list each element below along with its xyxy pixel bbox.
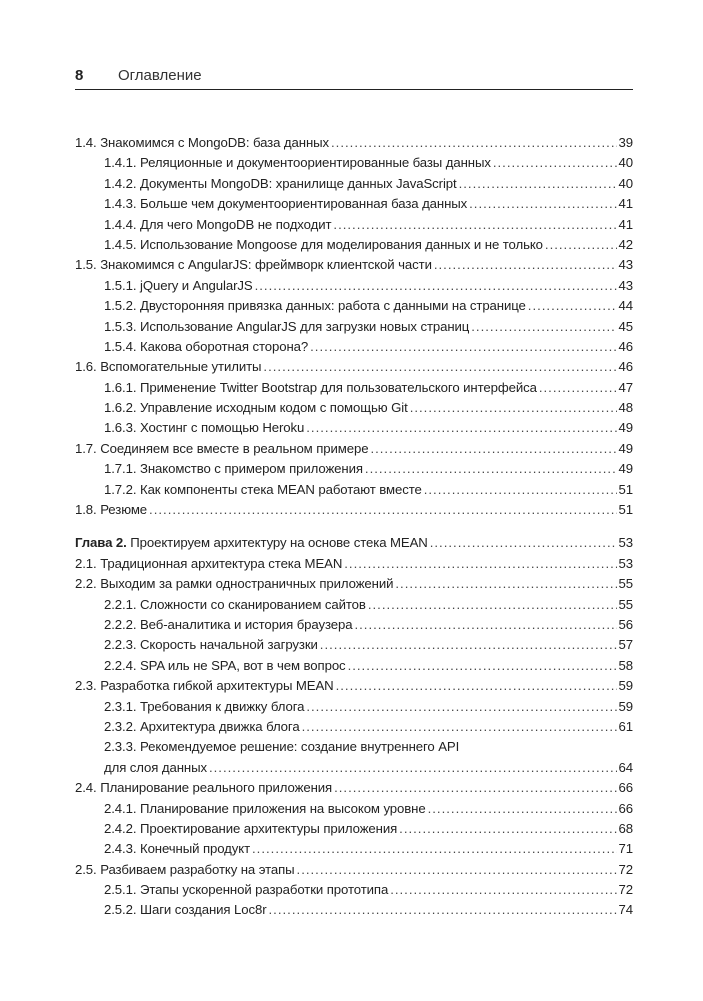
- dot-leader: [320, 635, 617, 655]
- toc-entry-title: Знакомимся с AngularJS: фреймворк клиентской части: [100, 257, 432, 273]
- toc-entry-number: 1.7.1.: [104, 461, 137, 477]
- toc-page-number: 51: [618, 481, 633, 497]
- toc-entry-number: 2.3.3.: [104, 739, 137, 755]
- toc-page-number: 72: [618, 882, 633, 898]
- toc-entry-number: 1.5.3.: [104, 318, 137, 334]
- toc-entry-title: Знакомство с примером приложения: [139, 461, 363, 477]
- toc-entry[interactable]: [75, 357, 633, 377]
- toc-entry-title: Проектируем архитектуру на основе стека MEAN: [130, 535, 428, 551]
- toc-entry-number: Глава 2.: [75, 535, 127, 551]
- toc-entry-title: Резюме: [100, 502, 148, 518]
- toc-page-number: 39: [618, 135, 633, 150]
- toc-page-number: 40: [618, 155, 633, 171]
- toc-entry-number: 2.3.2.: [104, 718, 137, 734]
- toc-entry-label: [104, 697, 304, 717]
- toc-page-number: 58: [618, 657, 633, 673]
- toc-entry-label: [104, 174, 457, 194]
- toc-page-number: 56: [618, 616, 633, 632]
- toc-entry-label: [104, 398, 408, 418]
- toc-page-number: 47: [618, 379, 633, 395]
- toc-entry-title: jQuery и AngularJS: [139, 277, 253, 293]
- table-of-contents: [75, 133, 633, 921]
- toc-entry[interactable]: [75, 194, 633, 214]
- toc-entry-label: [104, 337, 308, 357]
- toc-entry-number: 1.7.: [75, 440, 97, 456]
- toc-entry-number: 1.5.: [75, 257, 97, 273]
- toc-entry-label: [104, 296, 526, 316]
- toc-entry-label: [104, 153, 491, 173]
- toc-entry[interactable]: [75, 235, 633, 255]
- toc-page-number: 48: [618, 400, 633, 416]
- toc-entry-title: Планирование реального приложения: [100, 780, 333, 796]
- toc-entry-number: 2.5.1.: [104, 882, 137, 898]
- toc-entry[interactable]: [75, 758, 633, 778]
- toc-entry-title-line: [75, 737, 633, 757]
- toc-entry[interactable]: [75, 317, 633, 337]
- toc-entry-label: [75, 357, 261, 377]
- toc-entry[interactable]: [75, 860, 633, 880]
- dot-leader: [334, 778, 616, 798]
- toc-page-number: 68: [618, 820, 633, 836]
- toc-entry-label: [104, 819, 397, 839]
- toc-entry-number: 2.2.1.: [104, 596, 137, 612]
- toc-entry[interactable]: [75, 500, 633, 520]
- toc-page-number: 71: [618, 841, 633, 857]
- dot-leader: [493, 153, 617, 173]
- toc-entry-label: [75, 439, 368, 459]
- dot-leader: [336, 676, 617, 696]
- dot-leader: [348, 656, 617, 676]
- toc-entry[interactable]: [75, 153, 633, 173]
- toc-entry-number: 2.5.: [75, 861, 97, 877]
- toc-entry[interactable]: [75, 615, 633, 635]
- toc-entry-number: 1.4.4.: [104, 216, 137, 232]
- dot-leader: [306, 418, 616, 438]
- toc-entry-label: [104, 194, 467, 214]
- dot-leader: [545, 235, 617, 255]
- toc-entry-number: 1.4.5.: [104, 236, 137, 252]
- toc-entry-title: Сложности со сканированием сайтов: [139, 596, 366, 612]
- toc-entry-label: [104, 459, 363, 479]
- toc-page-number: 59: [618, 678, 633, 694]
- toc-entry[interactable]: [75, 378, 633, 398]
- toc-entry-title: Разбиваем разработку на этапы: [100, 861, 295, 877]
- dot-leader: [399, 819, 616, 839]
- toc-entry-label: [104, 799, 426, 819]
- toc-entry[interactable]: [75, 595, 633, 615]
- toc-page-number: 64: [618, 759, 633, 775]
- dot-leader: [370, 439, 616, 459]
- toc-entry-title: Вспомогательные утилиты: [100, 359, 262, 375]
- dot-leader: [528, 296, 617, 316]
- toc-chapter-entry[interactable]: [75, 533, 633, 553]
- toc-page-number: 55: [618, 596, 633, 612]
- toc-entry-title: Этапы ускоренной разработки прототипа: [139, 882, 389, 898]
- toc-entry[interactable]: [75, 900, 633, 920]
- running-title: Оглавление: [118, 67, 202, 84]
- toc-entry-title: Знакомимся с MongoDB: база данных: [100, 135, 329, 150]
- toc-entry-number: 1.5.4.: [104, 338, 137, 354]
- dot-leader: [149, 500, 616, 520]
- toc-page-number: 46: [618, 359, 633, 375]
- toc-entry-number: 2.2.3.: [104, 637, 137, 653]
- toc-entry-number: 1.5.2.: [104, 298, 137, 314]
- toc-entry-title: Использование Mongoose для моделирования данных и не только: [139, 236, 543, 252]
- toc-page-number: 46: [618, 338, 633, 354]
- toc-entry-label: [104, 615, 352, 635]
- dot-leader: [471, 317, 616, 337]
- toc-entry-number: 2.5.2.: [104, 902, 137, 918]
- toc-page-number: 42: [618, 236, 633, 252]
- toc-entry-number: 1.7.2.: [104, 481, 137, 497]
- toc-entry-label: [104, 635, 318, 655]
- toc-entry[interactable]: [75, 799, 633, 819]
- toc-entry-title: Для чего MongoDB не подходит: [139, 216, 332, 232]
- toc-entry[interactable]: [75, 174, 633, 194]
- toc-entry-label: [75, 778, 332, 798]
- dot-leader: [209, 758, 617, 778]
- toc-entry-label: [104, 317, 469, 337]
- dot-leader: [354, 615, 616, 635]
- toc-page-number: 40: [618, 175, 633, 191]
- toc-entry-title: Реляционные и документоориентированные базы данных: [139, 155, 491, 171]
- toc-page-number: 57: [618, 637, 633, 653]
- toc-page-number: 43: [618, 257, 633, 273]
- toc-entry-title: Требования к движку блога: [139, 698, 305, 714]
- dot-leader: [390, 880, 616, 900]
- toc-entry-label: [104, 900, 267, 920]
- toc-entry-title: Хостинг с помощью Heroku: [139, 420, 305, 436]
- toc-entry[interactable]: [75, 819, 633, 839]
- toc-entry-label: [104, 215, 331, 235]
- toc-entry[interactable]: [75, 398, 633, 418]
- toc-entry[interactable]: [75, 418, 633, 438]
- toc-entry-label: [75, 860, 295, 880]
- toc-entry[interactable]: [75, 778, 633, 798]
- toc-page-number: 66: [618, 800, 633, 816]
- toc-entry-number: 2.2.: [75, 576, 97, 592]
- toc-entry-number: 1.6.2.: [104, 400, 137, 416]
- dot-leader: [459, 174, 617, 194]
- toc-entry-title: SPA иль не SPA, вот в чем вопрос: [139, 657, 346, 673]
- toc-entry[interactable]: [75, 554, 633, 574]
- toc-entry-title: Планирование приложения на высоком уровне: [139, 800, 426, 816]
- toc-entry-label: [75, 133, 329, 153]
- toc-entry-number: 2.2.4.: [104, 657, 137, 673]
- toc-entry-title: Применение Twitter Bootstrap для пользовательского интерфейса: [139, 379, 537, 395]
- toc-entry-title: Скорость начальной загрузки: [139, 637, 318, 653]
- toc-entry-title: Шаги создания Loc8r: [139, 902, 267, 918]
- toc-entry-number: 1.6.: [75, 359, 97, 375]
- toc-page-number: 59: [618, 698, 633, 714]
- toc-entry-title: Выходим за рамки одностраничных приложений: [100, 576, 394, 592]
- toc-entry-number: 1.6.1.: [104, 379, 137, 395]
- toc-entry-title: Разработка гибкой архитектуры MEAN: [100, 678, 334, 694]
- running-header: [75, 65, 633, 90]
- toc-entry[interactable]: [75, 880, 633, 900]
- dot-leader: [469, 194, 616, 214]
- toc-entry-number: 1.4.3.: [104, 196, 137, 212]
- toc-page-number: 66: [618, 780, 633, 796]
- toc-page-number: 74: [618, 902, 633, 918]
- toc-entry-title: Двусторонняя привязка данных: работа с данными на странице: [139, 298, 526, 314]
- dot-leader: [428, 799, 617, 819]
- toc-entry[interactable]: [75, 656, 633, 676]
- dot-leader: [368, 595, 617, 615]
- toc-entry-number: 1.8.: [75, 502, 97, 518]
- dot-leader: [434, 255, 617, 275]
- toc-entry-title: Какова оборотная сторона?: [139, 338, 309, 354]
- toc-entry-title: Веб-аналитика и история браузера: [139, 616, 353, 632]
- toc-entry[interactable]: [75, 839, 633, 859]
- toc-entry-number: 2.4.1.: [104, 800, 137, 816]
- toc-entry-label: [104, 378, 537, 398]
- toc-entry-title: Соединяем все вместе в реальном примере: [100, 440, 369, 456]
- toc-entry-number: 2.4.3.: [104, 841, 137, 857]
- page-number: 8: [75, 67, 84, 84]
- toc-entry-label: [104, 656, 346, 676]
- toc-entry-label: [75, 533, 428, 553]
- toc-entry-title: Больше чем документоориентированная база данных: [139, 196, 468, 212]
- toc-entry-label: [104, 717, 300, 737]
- toc-entry-number: 2.2.2.: [104, 616, 137, 632]
- dot-leader: [269, 900, 617, 920]
- toc-entry[interactable]: [75, 676, 633, 696]
- toc-entry-label: [75, 500, 147, 520]
- dot-leader: [344, 554, 616, 574]
- toc-entry-title-part: Рекомендуемое решение: создание внутреннего API: [139, 739, 460, 755]
- toc-page-number: 49: [618, 461, 633, 477]
- toc-entry-title: Проектирование архитектуры приложения: [139, 820, 398, 836]
- toc-page-number: 44: [618, 298, 633, 314]
- toc-page-number: 41: [618, 196, 633, 212]
- toc-page-number: 51: [618, 502, 633, 518]
- dot-leader: [331, 133, 617, 153]
- toc-entry[interactable]: [75, 717, 633, 737]
- toc-entry[interactable]: [75, 574, 633, 594]
- dot-leader: [539, 378, 617, 398]
- toc-page-number: 55: [618, 576, 633, 592]
- toc-entry-number: 2.4.2.: [104, 820, 137, 836]
- toc-entry[interactable]: [75, 337, 633, 357]
- dot-leader: [306, 697, 616, 717]
- dot-leader: [252, 839, 617, 859]
- toc-entry-label: [104, 758, 207, 778]
- toc-page-number: 45: [618, 318, 633, 334]
- toc-entry-number: 2.3.1.: [104, 698, 137, 714]
- toc-entry-title: Конечный продукт: [139, 841, 251, 857]
- toc-entry-number: 1.4.1.: [104, 155, 137, 171]
- dot-leader: [430, 533, 617, 553]
- toc-entry-title: для слоя данных: [104, 759, 207, 775]
- toc-entry[interactable]: [75, 276, 633, 296]
- toc-entry-title: Документы MongoDB: хранилище данных JavaScript: [139, 175, 457, 191]
- toc-entry-label: [104, 276, 253, 296]
- toc-page-number: 53: [618, 535, 633, 551]
- toc-entry-label: [104, 880, 388, 900]
- toc-entry[interactable]: [75, 697, 633, 717]
- dot-leader: [263, 357, 616, 377]
- toc-page-number: 53: [618, 555, 633, 571]
- dot-leader: [395, 574, 616, 594]
- toc-entry-label: [104, 839, 250, 859]
- toc-entry-label: [104, 595, 366, 615]
- toc-entry[interactable]: [75, 635, 633, 655]
- toc-entry-number: 2.3.: [75, 678, 97, 694]
- toc-entry-title: Использование AngularJS для загрузки новых страниц: [139, 318, 470, 334]
- toc-entry-number: 1.5.1.: [104, 277, 137, 293]
- dot-leader: [310, 337, 616, 357]
- toc-entry-number: 2.4.: [75, 780, 97, 796]
- toc-entry[interactable]: [75, 439, 633, 459]
- toc-page-number: 49: [618, 440, 633, 456]
- toc-entry[interactable]: [75, 215, 633, 235]
- toc-entry[interactable]: [75, 255, 633, 275]
- toc-entry-title: Управление исходным кодом с помощью Git: [139, 400, 408, 416]
- toc-entry-label: [104, 418, 304, 438]
- toc-page-number: 49: [618, 420, 633, 436]
- dot-leader: [333, 215, 616, 235]
- toc-page-number: 43: [618, 277, 633, 293]
- toc-page-number: 61: [618, 718, 633, 734]
- toc-entry-title: Традиционная архитектура стека MEAN: [100, 555, 343, 571]
- toc-entry-number: 1.6.3.: [104, 420, 137, 436]
- toc-entry-number: 2.1.: [75, 555, 97, 571]
- toc-entry-title: Архитектура движка блога: [139, 718, 300, 734]
- dot-leader: [297, 860, 617, 880]
- toc-entry[interactable]: [75, 459, 633, 479]
- dot-leader: [424, 480, 617, 500]
- toc-entry-number: 1.4.2.: [104, 175, 137, 191]
- toc-entry-label: [75, 554, 342, 574]
- dot-leader: [302, 717, 617, 737]
- toc-entry-label: [75, 574, 393, 594]
- toc-page-number: 41: [618, 216, 633, 232]
- toc-entry-label: [104, 235, 543, 255]
- toc-page-number: 72: [618, 861, 633, 877]
- dot-leader: [365, 459, 617, 479]
- toc-entry-label: [75, 255, 432, 275]
- toc-entry[interactable]: [75, 296, 633, 316]
- toc-entry[interactable]: [75, 133, 633, 153]
- dot-leader: [410, 398, 617, 418]
- toc-entry-label: [104, 480, 422, 500]
- toc-entry[interactable]: [75, 480, 633, 500]
- toc-entry-title: Как компоненты стека MEAN работают вместе: [139, 481, 422, 497]
- toc-entry-number: 1.4.: [75, 135, 97, 150]
- toc-entry-label: [75, 676, 334, 696]
- dot-leader: [255, 276, 617, 296]
